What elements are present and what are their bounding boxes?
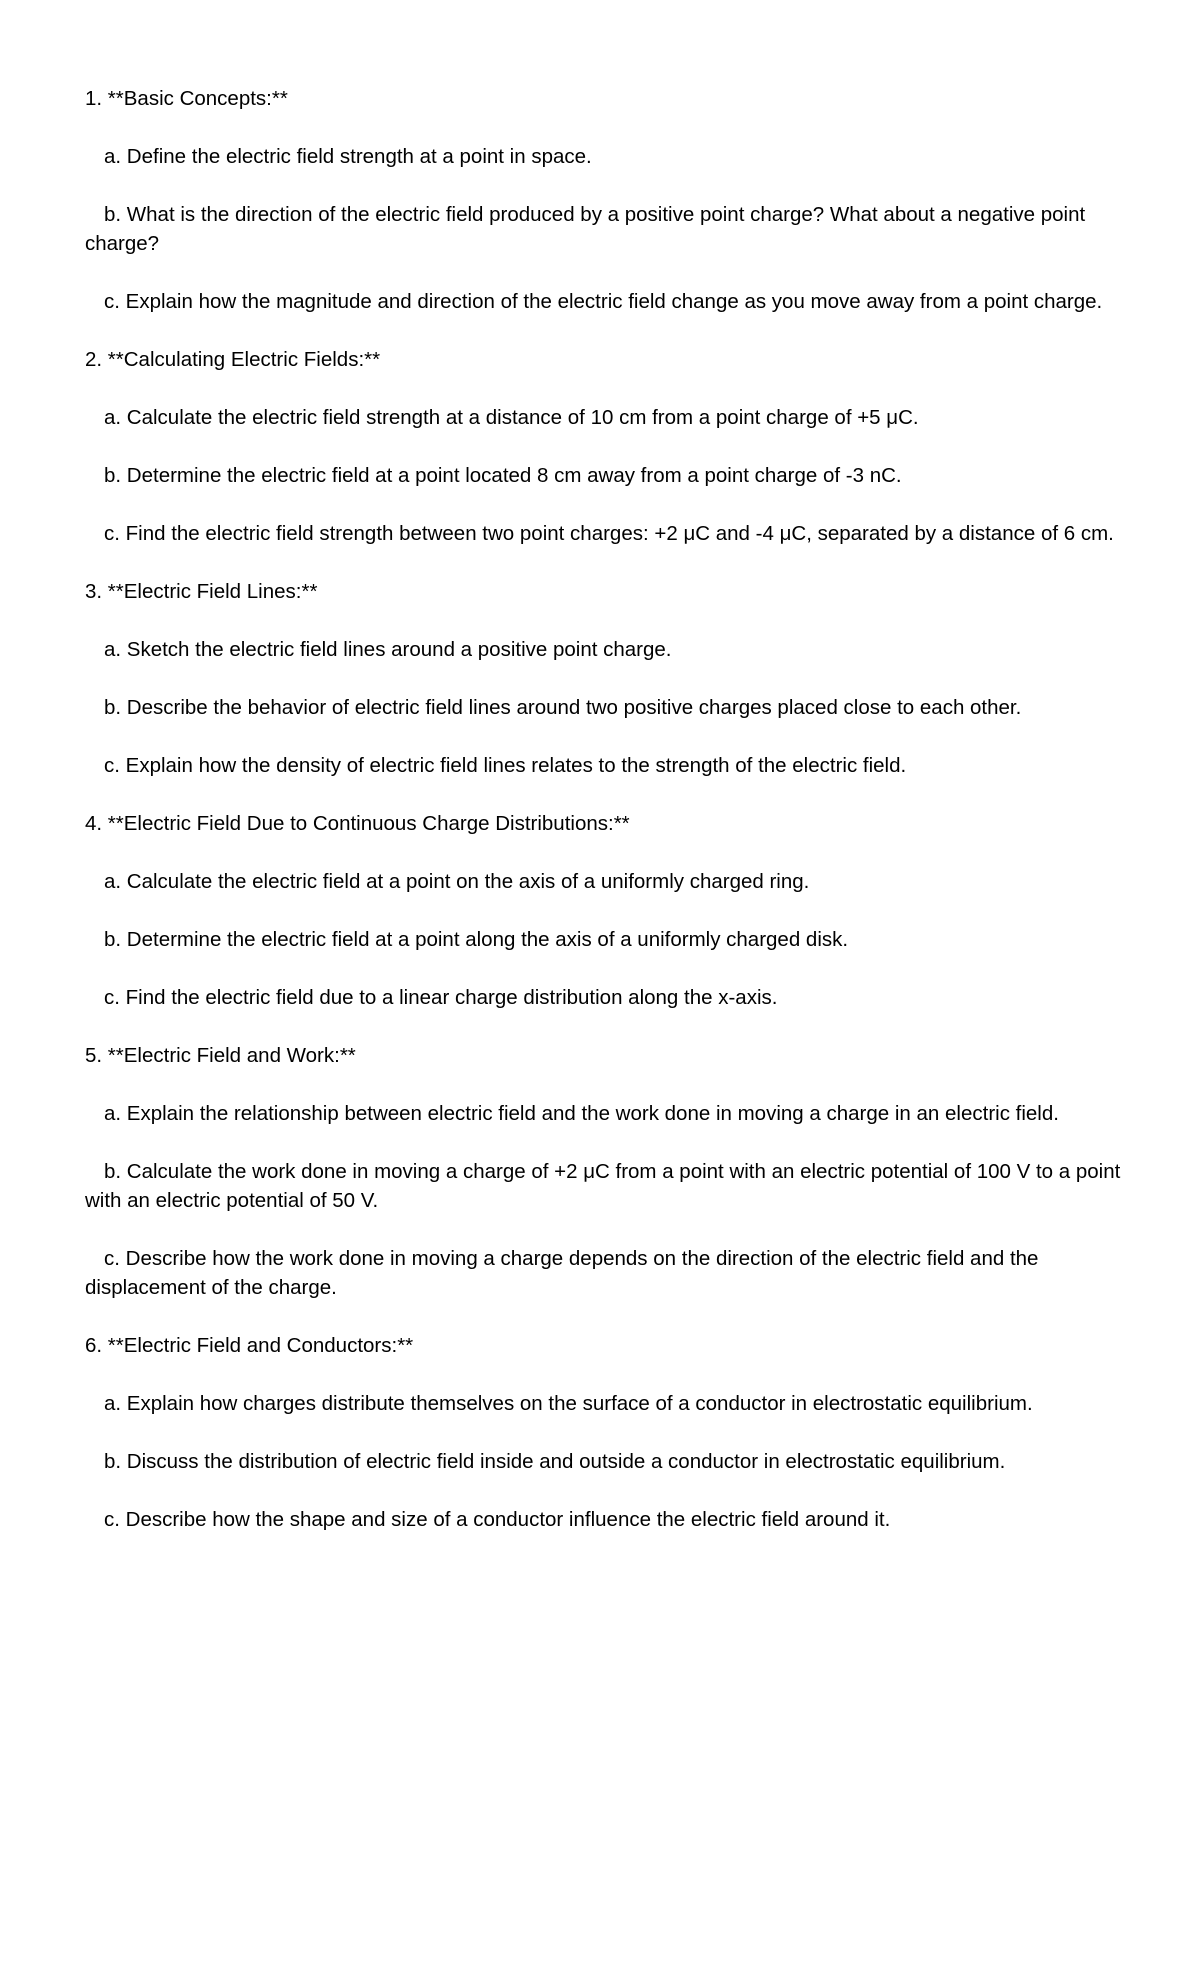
question-item: b. What is the direction of the electric field produced by a positive point charge? What about a negative point charge? <box>85 203 1091 255</box>
question-item: b. Determine the electric field at a point along the axis of a uniformly charged disk. <box>104 928 849 951</box>
section-electric-field-and-work <box>85 1041 1125 1302</box>
question-item: c. Find the electric field due to a linear charge distribution along the x-axis. <box>104 986 778 1009</box>
question-item: c. Explain how the density of electric field lines relates to the strength of the electric field. <box>104 754 907 777</box>
section-title: 3. **Electric Field Lines:** <box>85 580 318 603</box>
question-item: c. Find the electric field strength between two point charges: +2 μC and -4 μC, separated by a distance of 6 cm. <box>104 522 1114 545</box>
section-calculating-electric-fields <box>85 345 1125 548</box>
question-item: c. Explain how the magnitude and direction of the electric field change as you move away from a point charge. <box>104 290 1103 313</box>
question-item: a. Explain the relationship between electric field and the work done in moving a charge in an electric field. <box>104 1102 1059 1125</box>
question-item: c. Describe how the shape and size of a conductor influence the electric field around it. <box>104 1508 891 1531</box>
section-title: 2. **Calculating Electric Fields:** <box>85 348 381 371</box>
question-item: c. Describe how the work done in moving a charge depends on the direction of the electric field and the displacement of the charge. <box>85 1247 1045 1299</box>
question-item: b. Describe the behavior of electric field lines around two positive charges placed close to each other. <box>104 696 1022 719</box>
section-title: 5. **Electric Field and Work:** <box>85 1044 356 1067</box>
question-item: a. Define the electric field strength at a point in space. <box>104 145 592 168</box>
section-continuous-charge-distributions <box>85 809 1125 1012</box>
question-item: a. Calculate the electric field at a point on the axis of a uniformly charged ring. <box>104 870 810 893</box>
section-basic-concepts <box>85 84 1125 316</box>
section-electric-field-lines <box>85 577 1125 780</box>
section-title: 6. **Electric Field and Conductors:** <box>85 1334 414 1357</box>
question-item: b. Determine the electric field at a point located 8 cm away from a point charge of -3 nC. <box>104 464 902 487</box>
question-item: b. Calculate the work done in moving a charge of +2 μC from a point with an electric potential of 100 V to a point with an electric potential of 50 V. <box>85 1160 1127 1212</box>
question-item: b. Discuss the distribution of electric field inside and outside a conductor in electrostatic equilibrium. <box>104 1450 1006 1473</box>
section-title: 1. **Basic Concepts:** <box>85 87 288 110</box>
document-content <box>85 84 1125 1563</box>
section-title: 4. **Electric Field Due to Continuous Charge Distributions:** <box>85 812 630 835</box>
question-item: a. Calculate the electric field strength at a distance of 10 cm from a point charge of +5 μC. <box>104 406 919 429</box>
section-electric-field-and-conductors <box>85 1331 1125 1534</box>
question-item: a. Sketch the electric field lines around a positive point charge. <box>104 638 672 661</box>
question-item: a. Explain how charges distribute themselves on the surface of a conductor in electrostatic equilibrium. <box>104 1392 1033 1415</box>
